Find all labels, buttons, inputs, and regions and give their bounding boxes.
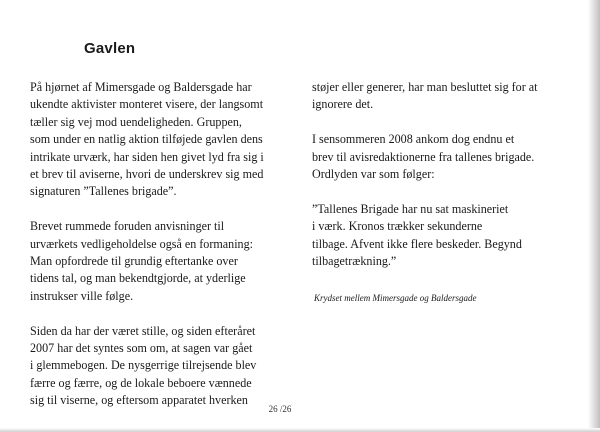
right-column [312,79,590,304]
left-column [30,79,298,410]
quote-brigade-message: ”Tallenes Brigade har nu sat maskineriet i værk. Kronos trækker sekunderne tilbage. Afvent ikke flere beskeder. Begynd tilbagetrækning.” [312,201,522,269]
paragraph-ignore: støjer eller generer, har man besluttet sig for at ignorere det. [312,80,538,112]
image-caption: Krydset mellem Mimersgade og Baldersgade [314,292,477,303]
paragraph-corner-clock: På hjørnet af Mimersgade og Baldersgade har ukendte aktivister monteret visere, der langsomt tæller sig vej mod uendeligheden. Gruppen, som under en natlig aktion tilføjede gavlen dens intrikate urværk, har siden hen givet lyd fra sig i et brev til aviserne, hvori de underskrev sig med signaturen ”Tallenes brigade”. [30,80,264,199]
paragraph-gap [312,183,590,200]
paragraph-silence: Siden da har der været stille, og siden efteråret 2007 har det syntes som om, at sagen var gået i glemmebogen. De nysgerrige tilrejsende blev færre og færre, og de lokale beboere vænnede sig til viserne, og eftersom apparatet hverken [30,323,257,408]
paragraph-new-letter: I sensommeren 2008 ankom dog endnu et brev til avisredaktionerne fra tallenes brigade. Ordlyden var som følger: [312,132,535,182]
paragraph-gap [312,114,590,131]
paragraph-gap [312,270,590,287]
page-edge-bottom [0,428,600,432]
paragraph-letter-instructions: Brevet rummede foruden anvisninger til urværkets vedligeholdelse også en formaning: Man opfordrede til grundig eftertanke over tidens tal, og man bekendtgjorde, at yderlige instrukser ville følge. [30,219,254,303]
page-number: 26 /26 [268,404,292,414]
page-title: Gavlen [84,40,136,57]
paragraph-gap [30,201,298,218]
paragraph-gap [30,305,298,322]
